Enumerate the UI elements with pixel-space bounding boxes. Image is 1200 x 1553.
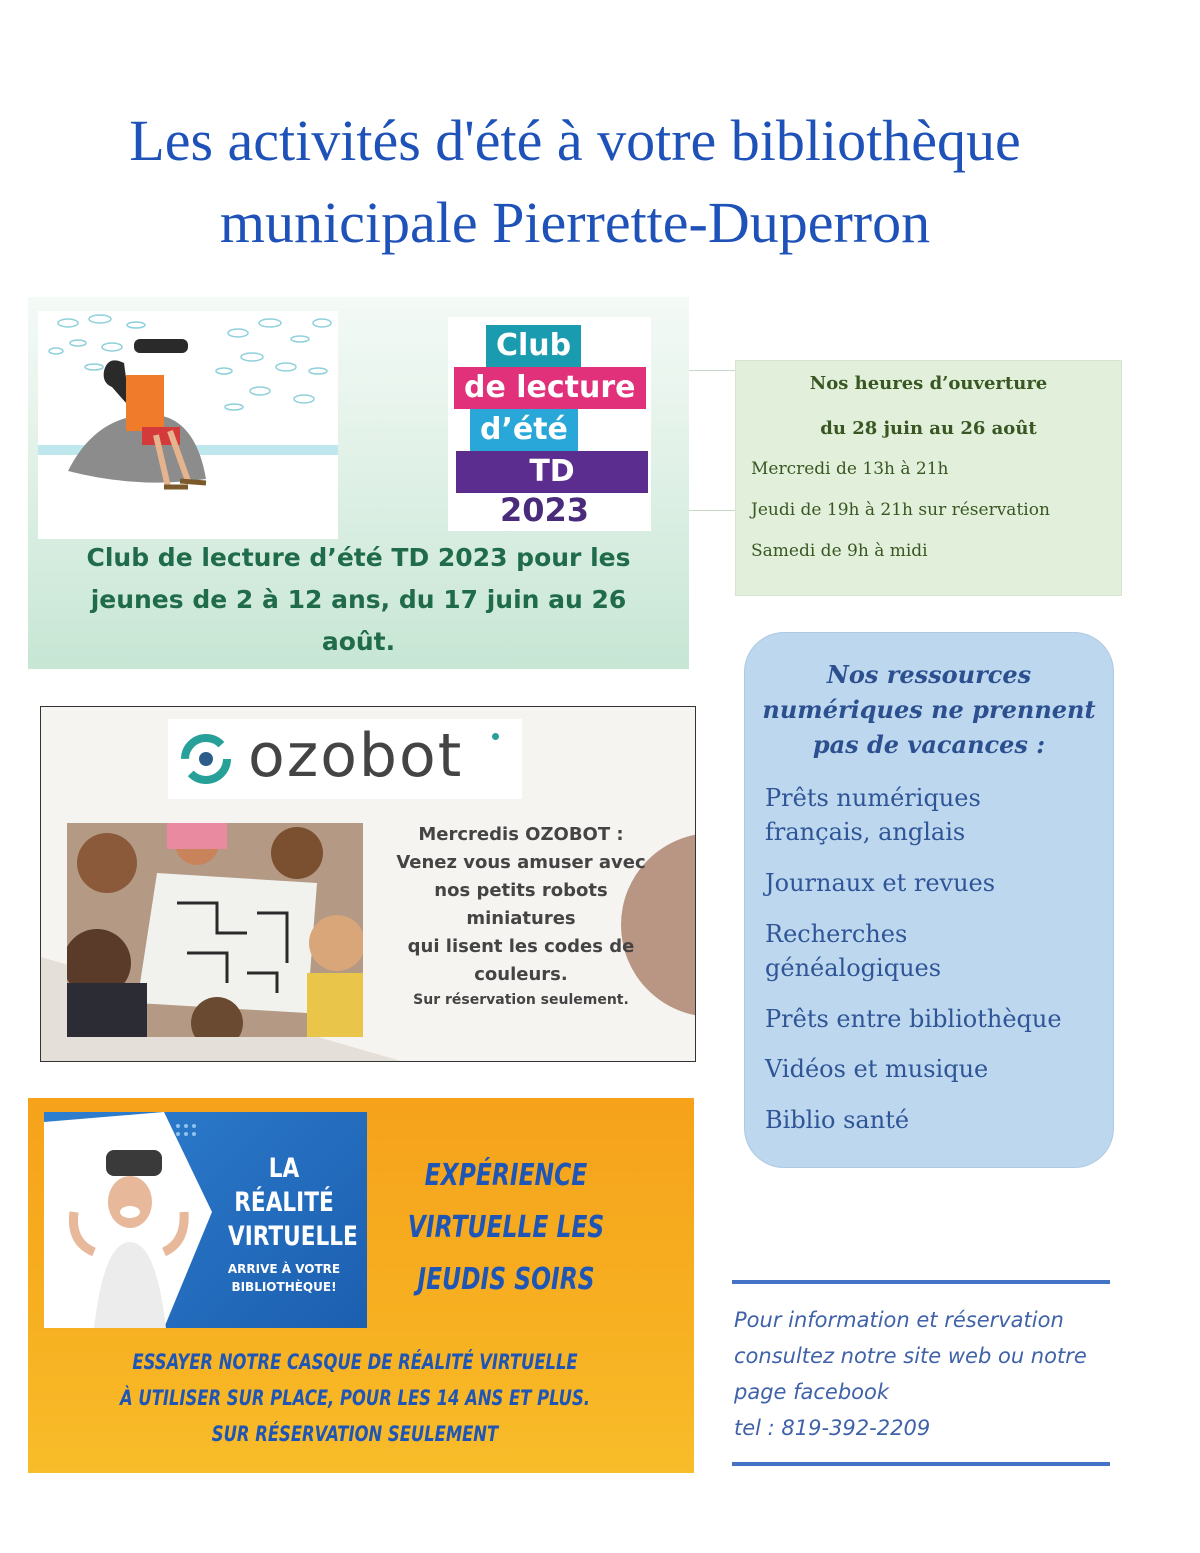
children-playing-photo	[67, 823, 363, 1037]
divider	[732, 1280, 1110, 1284]
title-line-1: Les activités d'été à votre bibliothèque	[129, 108, 1021, 173]
vr-card-line-1: LA RÉALITÉ	[234, 1153, 334, 1218]
divider	[732, 1462, 1110, 1466]
vr-card-line-2: VIRTUELLE	[228, 1221, 358, 1252]
logo-club: Club	[486, 325, 581, 367]
info-line: consultez notre site web ou notre	[734, 1344, 1087, 1368]
connector-line	[689, 510, 735, 511]
vr-footer	[28, 1344, 694, 1452]
club-desc-line-2: jeunes de 2 à 12 ans, du 17 juin au 26	[90, 585, 627, 614]
logo-td: TD	[456, 451, 648, 493]
resource-item: français, anglais	[765, 818, 966, 846]
vr-headline	[368, 1150, 644, 1306]
digital-resources-box	[744, 632, 1114, 1168]
hours-period: du 28 juin au 26 août	[820, 418, 1037, 439]
logo-dot	[492, 733, 499, 740]
ozobot-note: Sur réservation seulement.	[413, 992, 629, 1008]
opening-hours-box	[735, 360, 1122, 596]
club-description	[28, 537, 689, 663]
vr-card-text	[214, 1152, 358, 1296]
info-line: Pour information et réservation	[734, 1308, 1064, 1332]
resources-heading-line-3: pas de vacances :	[812, 730, 1046, 759]
page-title	[0, 100, 1150, 264]
club-desc-line-1: Club de lecture d’été TD 2023 pour les	[86, 543, 631, 572]
vr-headline-line: VIRTUELLE LES	[407, 1210, 605, 1245]
ozobot-line: qui lisent les codes de	[407, 936, 635, 957]
hours-heading: Nos heures d’ouverture	[809, 373, 1048, 394]
club-desc-line-3: août.	[321, 627, 396, 656]
vr-footer-line: SUR RÉSERVATION SEULEMENT	[211, 1422, 499, 1446]
resource-item: Biblio santé	[765, 1106, 910, 1134]
resource-item: Recherches	[765, 920, 908, 948]
hours-line: Jeudi de 19h à 21h sur réservation	[751, 500, 1050, 520]
ozobot-description	[371, 821, 671, 1011]
connector-line	[689, 370, 735, 371]
vr-card-line-3: ARRIVE À VOTRE	[227, 1262, 341, 1276]
ozobot-logo-text: ozobot	[248, 721, 464, 791]
resources-heading-line-1: Nos ressources	[826, 660, 1032, 689]
contact-info	[734, 1302, 1134, 1446]
vr-footer-line: À UTILISER SUR PLACE, POUR LES 14 ANS ET PLUS.	[120, 1386, 590, 1410]
club-lecture-banner	[28, 297, 689, 669]
hours-line: Mercredi de 13h à 21h	[751, 459, 949, 479]
vr-headline-line: EXPÉRIENCE	[424, 1158, 588, 1193]
vr-headline-line: JEUDIS SOIRS	[417, 1262, 595, 1297]
logo-year: 2023	[500, 491, 590, 529]
ozobot-line: couleurs.	[474, 964, 568, 985]
ozobot-logo-icon	[176, 731, 236, 792]
ozobot-logo	[168, 719, 522, 799]
hours-line: Samedi de 9h à midi	[751, 541, 928, 561]
vr-card-line-4: BIBLIOTHÈQUE!	[231, 1280, 337, 1294]
ozobot-line: Mercredis OZOBOT :	[418, 824, 624, 845]
ozobot-panel	[40, 706, 696, 1062]
vr-footer-line: ESSAYER NOTRE CASQUE DE RÉALITÉ VIRTUELLE	[132, 1350, 578, 1374]
vr-panel	[28, 1098, 694, 1473]
club-lecture-logo	[448, 317, 651, 531]
title-line-2: municipale Pierrette-Duperron	[219, 190, 931, 255]
logo-de-lecture: de lecture	[454, 367, 646, 409]
resource-item: généalogiques	[765, 954, 942, 982]
ozobot-line: nos petits robots	[434, 880, 608, 901]
resource-item: Journaux et revues	[765, 869, 996, 897]
girl-binoculars-illustration	[38, 311, 338, 539]
resource-item: Vidéos et musique	[765, 1055, 989, 1083]
logo-ete: d’été	[470, 409, 578, 451]
resource-item: Prêts entre bibliothèque	[765, 1005, 1062, 1033]
info-phone: tel : 819-392-2209	[734, 1416, 931, 1440]
ozobot-line: Venez vous amuser avec	[396, 852, 646, 873]
resources-heading	[745, 657, 1113, 762]
info-line: page facebook	[734, 1380, 890, 1404]
resources-heading-line-2: numériques ne prennent	[762, 695, 1096, 724]
resource-item: Prêts numériques	[765, 784, 981, 812]
vr-card	[44, 1112, 367, 1328]
ozobot-line: miniatures	[466, 908, 576, 929]
